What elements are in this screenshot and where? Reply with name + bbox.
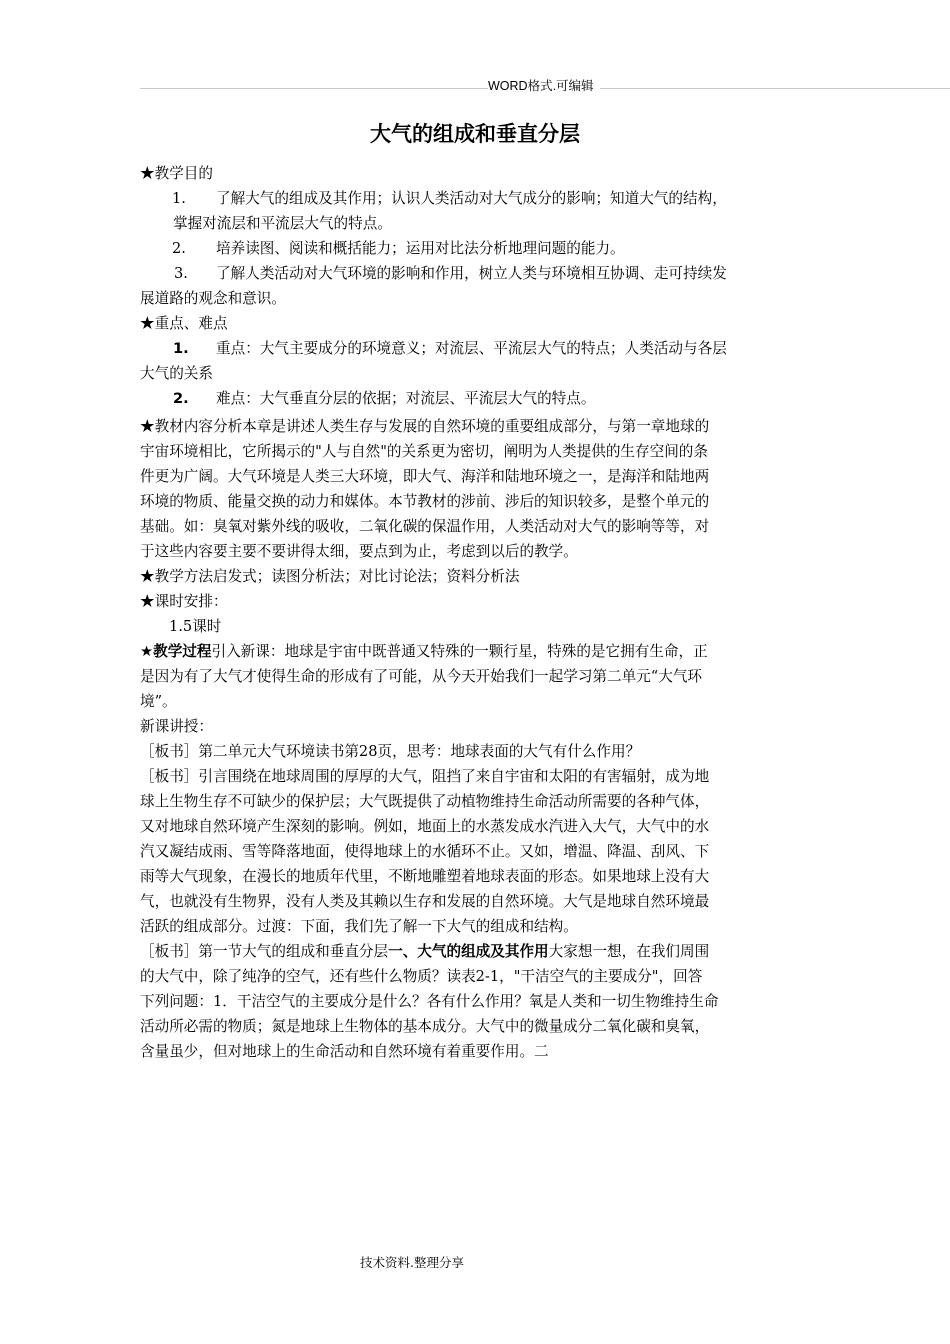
process-text: 引入新课：地球是宇宙中既普通又特殊的一颗行星，特殊的是它拥有生命，正 [211,643,708,660]
board-note-3-prefix: ［板书］第一节大气的组成和垂直分层 [140,943,389,960]
board-note-3: 下列问题：1．干洁空气的主要成分是什么？各有什么作用？氧是人类和一切生物维持生命 [140,993,719,1010]
goal-item-3-text: 了解人类活动对大气环境的影响和作用，树立人类与环境相互协调、走可持续发 [216,265,727,282]
process-line [140,639,815,664]
analysis-line: 基础。如：臭氧对紫外线的吸收，二氧化碳的保温作用，人类活动对大气的影响等等，对 [140,518,710,535]
board-note-3: 的大气中，除了纯净的空气，还有些什么物质？读表2-1，"干洁空气的主要成分"，回答 [140,968,703,985]
schedule-heading: ★课时安排： [140,593,228,610]
board-note-3: 活动所必需的物质；氮是地球上生物体的基本成分。大气中的微量成分二氧化碳和臭氧， [140,1018,710,1035]
analysis-line: 宇宙环境相比，它所揭示的"人与自然"的关系更为密切，阐明为人类提供的生存空间的条 [140,443,708,460]
key-item-1-number: 1. [173,340,189,357]
board-note-3: 含量虽少，但对地球上的生命活动和自然环境有着重要作用。二 [140,1043,549,1060]
goal-item-1-number: 1. [172,190,186,207]
section-heading: 一、大气的组成及其作用 [388,943,549,960]
process-line: 是因为有了大气才使得生命的形成有了可能，从今天开始我们一起学习第二单元“大气环 [140,668,703,685]
board-note-2: 活跃的组成部分。过渡：下面，我们先了解一下大气的组成和结构。 [140,918,578,935]
process-heading: 教学过程 [153,643,212,660]
key-item-1 [140,336,815,361]
schedule-value: 1.5课时 [169,618,222,635]
goal-item-2 [140,236,815,261]
key-item-1-cont: 大气的关系 [140,365,213,382]
goal-item-3-cont: 展道路的观念和意识。 [140,290,286,307]
goal-item-1-text: 了解大气的组成及其作用；认识人类活动对大气成分的影响；知道大气的结构， [216,190,727,207]
goal-item-1-cont: 掌握对流层和平流层大气的特点。 [173,215,392,232]
board-note-2: ［板书］引言围绕在地球周围的厚厚的大气，阻挡了来自宇宙和太阳的有害辐射，成为地 [140,768,710,785]
analysis-line: 环境的物质、能量交换的动力和媒体。本节教材的涉前、涉后的知识较多，是整个单元的 [140,493,710,510]
board-note-2: 又对地球自然环境产生深刻的影响。例如，地面上的水蒸发成水汽进入大气，大气中的水 [140,818,710,835]
new-lesson-label: 新课讲授： [140,718,213,735]
goal-item-1 [140,186,815,211]
goal-item-2-number: 2. [172,240,186,257]
process-star: ★ [140,643,154,660]
board-note-2: 雨等大气现象，在漫长的地质年代里，不断地雕塑着地球表面的形态。如果地球上没有大 [140,868,710,885]
board-note-2: 气，也就没有生物界，没有人类及其赖以生存和发展的自然环境。大气是地球自然环境最 [140,893,710,910]
goal-item-3-number: 3. [174,265,188,282]
key-item-2-text: 难点：大气垂直分层的依据；对流层、平流层大气的特点。 [216,390,596,407]
board-note-2: 汽又凝结成雨、雪等降落地面，使得地球上的水循环不止。又如，增温、降温、刮风、下 [140,843,710,860]
board-note-3 [140,939,815,964]
goal-heading: ★教学目的 [140,165,213,182]
key-item-2 [140,386,815,411]
board-note-3-suffix: 大家想一想，在我们周围 [548,943,710,960]
page-footer: 技术资料.整理分享 [360,1255,464,1270]
document-body [140,161,815,1064]
analysis-line: ★教材内容分析本章是讲述人类生存与发展的自然环境的重要组成部分，与第一章地球的 [140,418,710,435]
analysis-line: 于这些内容要主要不要讲得太细，要点到为止，考虑到以后的教学。 [140,543,578,560]
goal-item-3 [140,261,815,286]
teaching-method: ★教学方法启发式；读图分析法；对比讨论法；资料分析法 [140,568,520,585]
document-title: 大气的组成和垂直分层 [370,122,580,146]
goal-item-2-text: 培养读图、阅读和概括能力；运用对比法分析地理问题的能力。 [216,240,625,257]
board-note-1: ［板书］第二单元大气环境读书第28页，思考：地球表面的大气有什么作用？ [140,743,641,760]
key-heading: ★重点、难点 [140,315,228,332]
analysis-line: 件更为广阔。大气环境是人类三大环境，即大气、海洋和陆地环境之一，是海洋和陆地两 [140,468,710,485]
page-header: WORD格式.可编辑 [488,78,600,95]
key-item-2-number: 2. [173,390,189,407]
key-item-1-text: 重点：大气主要成分的环境意义；对流层、平流层大气的特点；人类活动与各层 [216,340,727,357]
board-note-2: 球上生物生存不可缺少的保护层；大气既提供了动植物维持生命活动所需要的各种气体， [140,793,710,810]
process-line: 境”。 [140,693,177,710]
